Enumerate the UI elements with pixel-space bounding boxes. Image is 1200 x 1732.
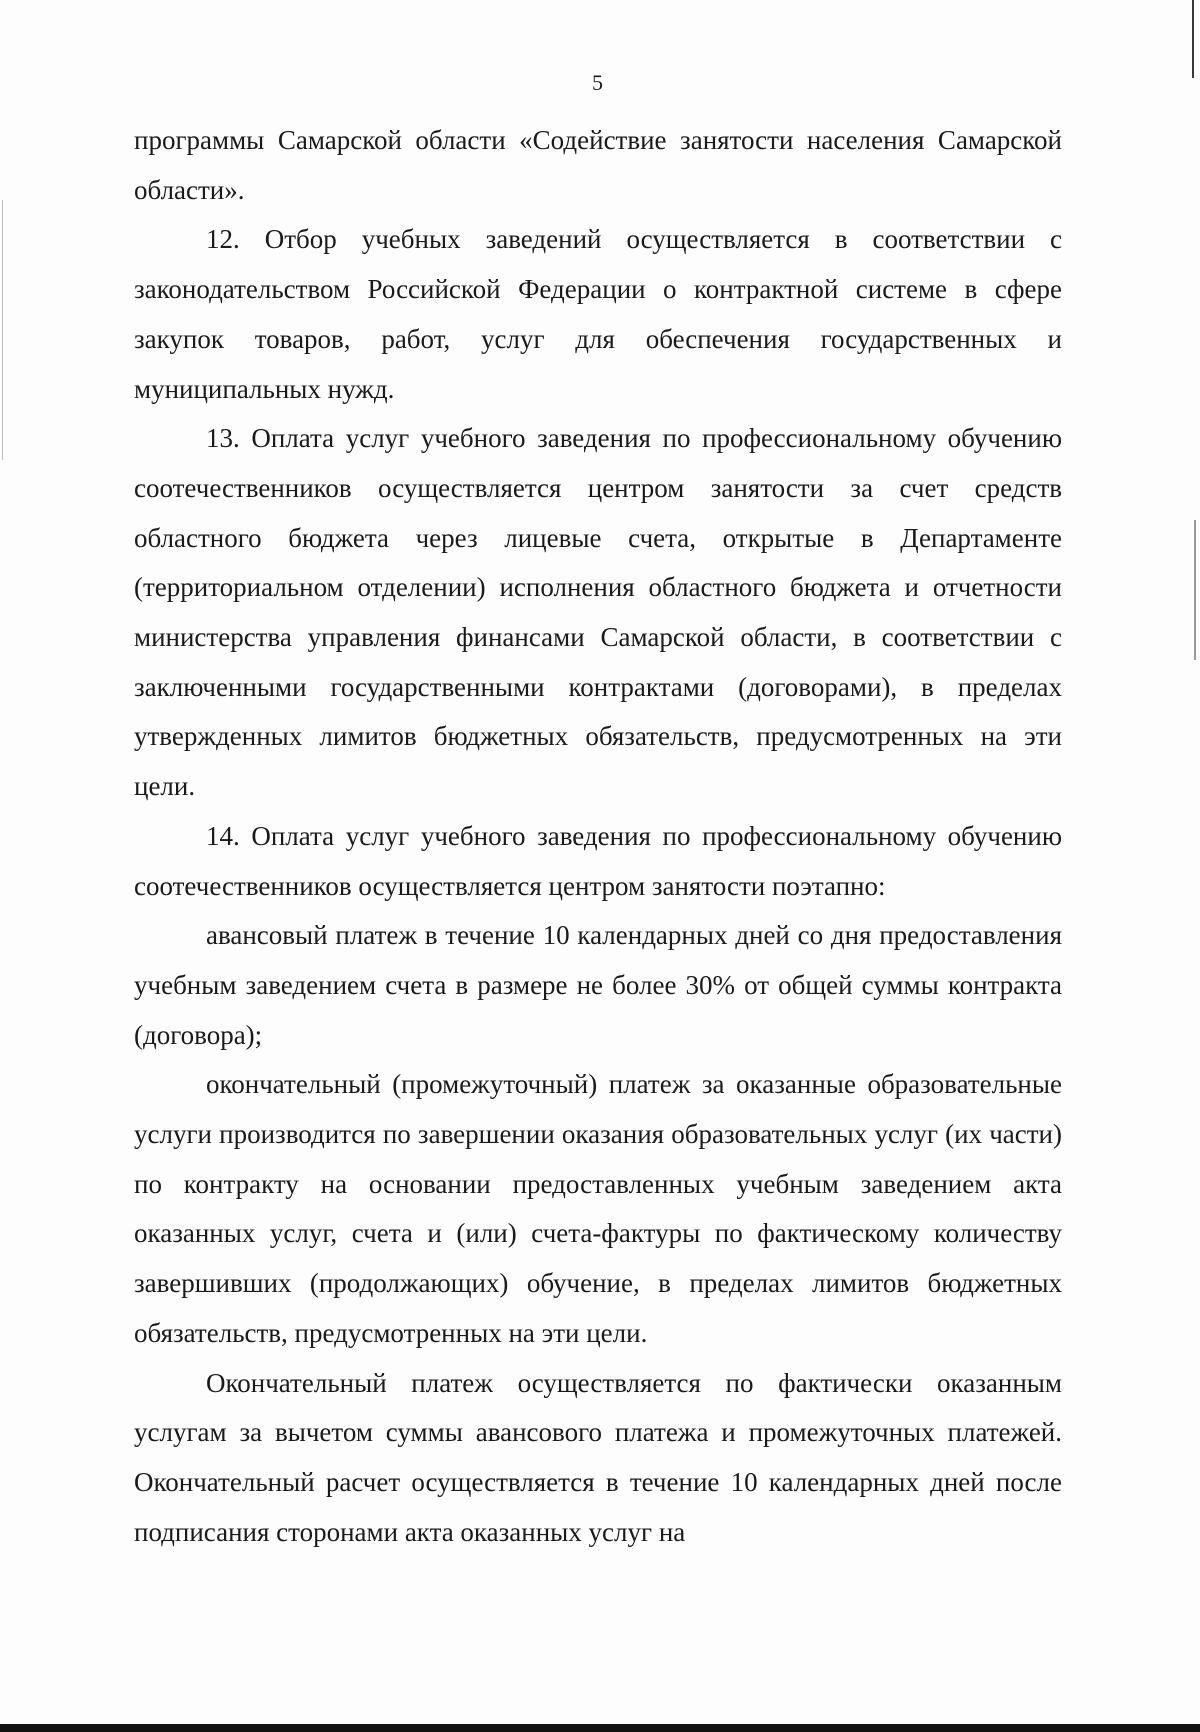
paragraph-12: 12. Отбор учебных заведений осуществляется в соответствии с законодательством Российской Федерации о контрактной системе в сфере закупок товаров, работ, услуг для обеспечения государственных и муниципальных нужд. <box>134 224 1062 404</box>
document-body <box>134 116 1062 1557</box>
paragraph-14-final-payment: окончательный (промежуточный) платеж за оказанные образовательные услуги производится по завершении оказания образовательных услуг (их части) по контракту на основании предоставленных учебным заведением акта оказанных услуг, счета и (или) счета-фактуры по фактическому количеству завершивших (продолжающих) обучение, в пределах лимитов бюджетных обязательств, предусмотренных на эти цели. <box>134 1069 1062 1348</box>
paragraph-14: 14. Оплата услуг учебного заведения по профессиональному обучению соотечественников осуществляется центром занятости поэтапно: <box>134 820 1062 901</box>
paragraph-14-advance-payment: авансовый платеж в течение 10 календарных дней со дня предоставления учебным заведением счета в размере не более 30% от общей суммы контракта (договора); <box>134 920 1062 1050</box>
paragraph-continuation: программы Самарской области «Содействие занятости населения Самарской области». <box>134 125 1062 205</box>
scan-edge-mark <box>1194 520 1196 660</box>
scan-bottom-border <box>0 1724 1200 1732</box>
paragraph-13: 13. Оплата услуг учебного заведения по профессиональному обучению соотечественников осуществляется центром занятости за счет средств областного бюджета через лицевые счета, открытые в Департаменте (территориальном отделении) исполнения областного бюджета и отчетности министерства управления финансами Самарской области, в соответствии с заключенными государственными контрактами (договорами), в пределах утвержденных лимитов бюджетных обязательств, предусмотренных на эти цели. <box>134 423 1062 802</box>
page-number: 5 <box>592 70 603 95</box>
scan-edge-mark <box>2 200 3 460</box>
paragraph-14-final-settlement: Окончательный платеж осуществляется по фактически оказанным услугам за вычетом суммы авансового платежа и промежуточных платежей. Окончательный расчет осуществляется в течение 10 календарных дней после подписания сторонами акта оказанных услуг на <box>134 1367 1062 1547</box>
scan-edge-mark <box>1192 0 1194 78</box>
